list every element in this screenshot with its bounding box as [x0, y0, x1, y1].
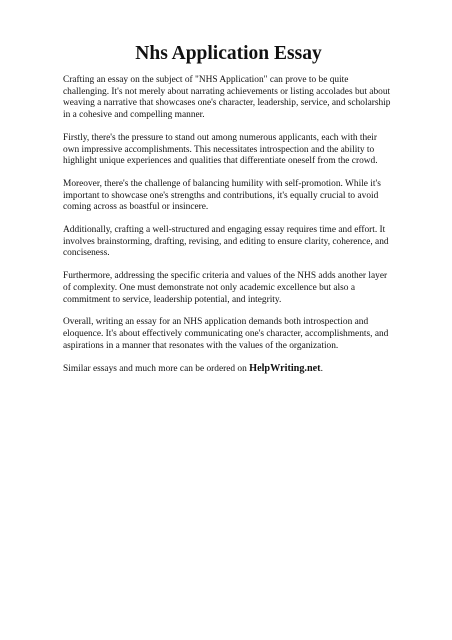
helpwriting-link[interactable]: HelpWriting.net: [249, 363, 321, 375]
paragraph-additionally: Additionally, crafting a well-structured and engaging essay requires time and effort. It involves brainstorming, drafting, revising, and editing to ensure clarity, coherence, and conciseness.: [63, 225, 389, 259]
paragraph-furthermore: Furthermore, addressing the specific criteria and values of the NHS adds another layer of complexity. One must demonstrate not only academic excellence but also a commitment to service, leadership potential, and integrity.: [63, 271, 388, 305]
paragraph-intro: Crafting an essay on the subject of "NHS Application" can prove to be quite challenging. It's not merely about narrating achievements or listing accolades but about weaving a narrative that showcases one's character, leadership, service, and scholarship in a cohesive and compelling manner.: [63, 75, 391, 121]
footer-suffix: .: [320, 364, 323, 375]
paragraph-overall: Overall, writing an essay for an NHS application demands both introspection and eloquence. It's about effectively communicating one's character, accomplishments, and aspirations in a manner that resonates with the values of the organization.: [63, 317, 389, 351]
footer-line: [63, 363, 394, 376]
footer-text: Similar essays and much more can be ordered on: [63, 364, 250, 375]
page-title: Nhs Application Essay: [135, 43, 322, 64]
paragraph-firstly: Firstly, there's the pressure to stand out among numerous applicants, each with their own impressive accomplishments. This necessitates introspection and the ability to highlight unique experiences and qualities that differentiate oneself from the crowd.: [63, 132, 378, 167]
paragraph-moreover: Moreover, there's the challenge of balancing humility with self-promotion. While it's important to showcase one's strengths and contributions, it's equally crucial to avoid coming across as boastful or insincere.: [63, 178, 381, 213]
